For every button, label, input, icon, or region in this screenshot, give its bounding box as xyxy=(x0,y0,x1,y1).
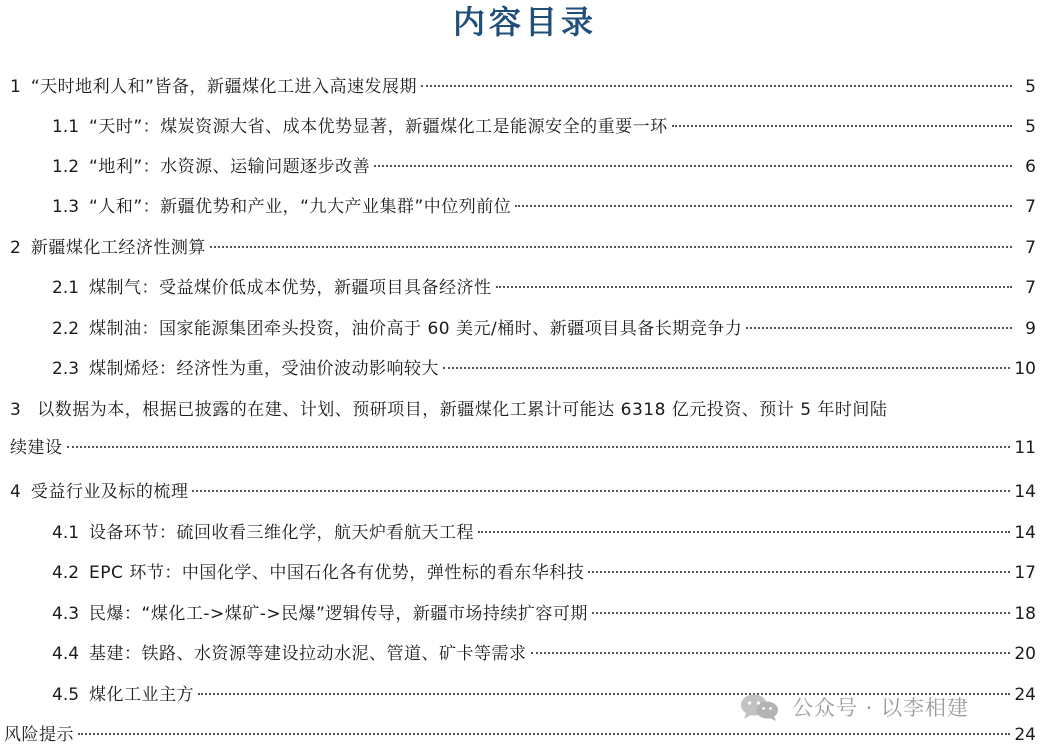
toc-entry-number: 2.3 xyxy=(52,359,80,379)
toc-entry[interactable] xyxy=(0,635,1050,673)
toc-entry-text: 设备环节：硫回收看三维化学，航天炉看航天工程 xyxy=(89,523,475,543)
toc-entry-text: “天时地利人和”皆备，新疆煤化工进入高速发展期 xyxy=(30,77,417,97)
toc-entry-text: 新疆煤化工经济性测算 xyxy=(30,238,206,258)
dot-leader xyxy=(421,85,1012,87)
dot-leader xyxy=(78,733,1010,735)
toc-entry-page: 14 xyxy=(1014,523,1036,543)
toc-entry-page: 24 xyxy=(1014,685,1036,705)
toc-entry[interactable] xyxy=(0,310,1050,348)
dot-leader xyxy=(672,125,1012,127)
toc-entry[interactable] xyxy=(0,269,1050,307)
toc-entry-number: 1.1 xyxy=(52,117,80,137)
toc-entry[interactable] xyxy=(0,595,1050,633)
toc-entry-text: “地利”：水资源、运输问题逐步改善 xyxy=(89,157,371,177)
toc-entry-number: 3 xyxy=(10,400,22,420)
dot-leader xyxy=(192,490,1010,492)
toc-entry[interactable] xyxy=(0,68,1050,106)
toc-entry-text: “人和”：新疆优势和产业，“九大产业集群”中位列前位 xyxy=(89,197,512,217)
dot-leader xyxy=(67,446,1011,448)
toc-entry-number: 2.2 xyxy=(52,319,80,339)
toc-entry-number: 4.1 xyxy=(52,523,80,543)
toc-entry-number: 4.4 xyxy=(52,644,80,664)
toc-entry[interactable] xyxy=(0,350,1050,388)
toc-entry-text: 风险提示 xyxy=(4,725,74,745)
toc-entry-text: 煤制气：受益煤价低成本优势，新疆项目具备经济性 xyxy=(89,278,492,298)
toc-entry-number: 4.5 xyxy=(52,685,80,705)
watermark-text: 公众号 · 以李相建 xyxy=(792,696,970,720)
toc-entry-text: 受益行业及标的梳理 xyxy=(30,482,189,502)
dot-leader xyxy=(210,246,1012,248)
wechat-icon xyxy=(738,692,782,722)
toc-entry-text: “天时”：煤炭资源大省、成本优势显著，新疆煤化工是能源安全的重要一环 xyxy=(89,117,668,137)
toc-entry-page: 5 xyxy=(1025,77,1036,97)
dot-leader xyxy=(588,571,1010,573)
toc-entry[interactable] xyxy=(0,473,1050,511)
dot-leader xyxy=(531,652,1011,654)
toc-entry-page: 7 xyxy=(1025,238,1036,258)
toc-entry-page: 17 xyxy=(1014,563,1036,583)
watermark xyxy=(738,690,969,724)
dot-leader xyxy=(374,165,1012,167)
toc-entry-text: 基建：铁路、水资源等建设拉动水泥、管道、矿卡等需求 xyxy=(89,644,527,664)
toc-entry-page: 11 xyxy=(1014,438,1036,458)
toc-entry-number: 1.3 xyxy=(52,197,80,217)
dot-leader xyxy=(496,286,1012,288)
toc-entry-number: 2.1 xyxy=(52,278,80,298)
toc-entry-number: 1.2 xyxy=(52,157,80,177)
toc-entry-number: 4 xyxy=(10,482,21,502)
toc-entry-text: 煤制烯烃：经济性为重，受油价波动影响较大 xyxy=(89,359,440,379)
dot-leader xyxy=(592,612,1010,614)
toc-entry-page: 5 xyxy=(1025,117,1036,137)
toc-entry-text: EPC 环节：中国化学、中国石化各有优势，弹性标的看东华科技 xyxy=(89,563,585,583)
toc-entry-page: 7 xyxy=(1025,197,1036,217)
toc-entry-text: 煤化工业主方 xyxy=(89,685,195,705)
toc-entry[interactable] xyxy=(0,391,1050,467)
toc-entry-page: 6 xyxy=(1025,157,1036,177)
toc-entry[interactable] xyxy=(0,554,1050,592)
toc-entry-text: 以数据为本，根据已披露的在建、计划、预研项目，新疆煤化工累计可能达 6318 亿元投资、预计 5 年时间陆 xyxy=(37,400,888,420)
toc-entry-number: 1 xyxy=(10,77,21,97)
toc-title: 内容目录 xyxy=(452,3,597,41)
toc-entry-page: 7 xyxy=(1025,278,1036,298)
dot-leader xyxy=(515,205,1012,207)
toc-entry-text: 煤制油：国家能源集团牵头投资，油价高于 60 美元/桶时、新疆项目具备长期竞争力 xyxy=(89,319,743,339)
toc-entry[interactable] xyxy=(0,108,1050,146)
dot-leader xyxy=(478,531,1010,533)
toc-entry[interactable] xyxy=(0,148,1050,186)
toc-entry-page: 18 xyxy=(1014,604,1036,624)
toc-entry-text-continued: 续建设 xyxy=(10,438,63,458)
toc-entry-page: 10 xyxy=(1014,359,1036,379)
toc-entry-page: 9 xyxy=(1025,319,1036,339)
dot-leader xyxy=(443,367,1010,369)
toc-entry-number: 2 xyxy=(10,238,21,258)
toc-entry-page: 24 xyxy=(1014,725,1036,745)
toc-entry-page: 14 xyxy=(1014,482,1036,502)
toc-entry[interactable] xyxy=(0,188,1050,226)
toc-entry-number: 4.3 xyxy=(52,604,80,624)
dot-leader xyxy=(746,327,1012,329)
toc-entry-text: 民爆：“煤化工->煤矿->民爆”逻辑传导，新疆市场持续扩容可期 xyxy=(89,604,588,624)
toc-entry[interactable] xyxy=(0,514,1050,552)
toc-entry-page: 20 xyxy=(1014,644,1036,664)
toc-entry[interactable] xyxy=(0,229,1050,267)
toc-entry-number: 4.2 xyxy=(52,563,80,583)
